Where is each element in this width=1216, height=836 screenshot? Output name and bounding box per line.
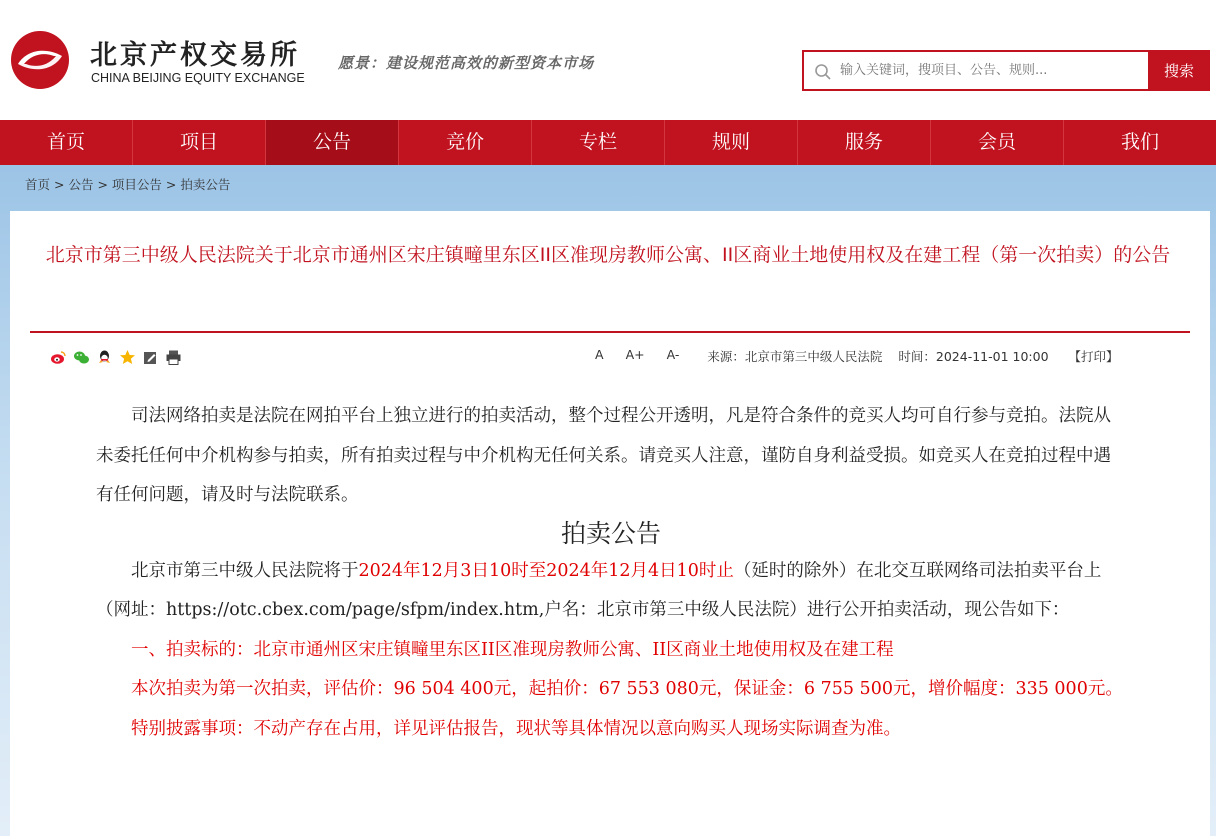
font-size-decrease[interactable]: A- [666,347,680,362]
search-input[interactable] [840,52,1146,89]
article-meta [595,347,1119,365]
article-time: 时间：2024-11-01 10:00 [898,349,1049,364]
paragraph-text: （延时的除外）在北交互联网络司法拍卖平台上（网址：https://otc.cbex.com/page/sfpm/index.htm,户名：北京市第三中级人民法院）进行公开拍卖活动，现公告如下： [96,560,1102,620]
main-nav [0,120,1216,165]
share-toolbar [50,349,182,366]
breadcrumb-separator: > [165,177,181,192]
breadcrumb-announcements[interactable]: 公告 [68,177,94,192]
slogan: 愿景：建设规范高效的新型资本市场 [338,54,595,72]
weibo-icon[interactable] [50,349,67,366]
breadcrumb-auction-announcements[interactable]: 拍卖公告 [180,177,231,192]
print-link[interactable]: 【打印】 [1068,349,1119,364]
font-size-increase[interactable]: A+ [625,347,645,362]
qq-icon[interactable] [96,349,113,366]
section-heading: 拍卖公告 [560,518,661,548]
announcement-paragraph [96,552,1126,631]
favorite-icon[interactable] [119,349,136,366]
nav-item-services[interactable]: 服务 [798,120,931,165]
font-size-normal[interactable]: A [595,347,604,362]
logo-chinese-name[interactable]: 北京产权交易所 [90,40,300,71]
auction-item-price: 本次拍卖为第一次拍卖，评估价：96 504 400元，起拍价：67 553 080元，保证金：6 755 500元，增价幅度：335 000元。 [131,679,1123,699]
nav-item-columns[interactable]: 专栏 [532,120,665,165]
site-header [0,0,1216,120]
disclaimer-paragraph: 司法网络拍卖是法院在网拍平台上独立进行的拍卖活动，整个过程公开透明，凡是符合条件的竞买人均可自行参与竞拍。法院从未委托任何中介机构参与拍卖，所有拍卖过程与中介机构无任何关系。请竞买人注意，谨防自身利益受损。如竞买人在竞拍过程中遇有任何问题，请及时与法院联系。 [96,406,1111,505]
auction-time-range: 2024年12月3日10时至2024年12月4日10时止 [358,560,734,581]
search-box [802,50,1210,91]
search-button[interactable]: 搜索 [1148,50,1210,91]
paragraph-text: 北京市第三中级人民法院将于 [131,560,359,581]
breadcrumb-project-announcements[interactable]: 项目公告 [111,177,162,192]
breadcrumb-home[interactable]: 首页 [25,177,51,192]
title-divider [30,331,1190,333]
nav-item-about[interactable]: 我们 [1120,131,1159,153]
nav-item-bidding[interactable]: 竞价 [399,120,532,165]
nav-item-members[interactable]: 会员 [931,120,1064,165]
cbex-logo-icon[interactable] [10,30,70,90]
article-title: 北京市第三中级人民法院关于北京市通州区宋庄镇疃里东区II区准现房教师公寓、II区商业土地使用权及在建工程（第一次拍卖）的公告 [45,244,1171,266]
nav-item-projects[interactable]: 项目 [133,120,266,165]
wechat-icon[interactable] [73,349,90,366]
nav-item-announcements[interactable]: 公告 [266,120,399,165]
print-icon[interactable] [165,349,182,366]
search-icon [814,63,832,81]
breadcrumb [25,175,230,193]
nav-item-rules[interactable]: 规则 [665,120,798,165]
logo-english-name[interactable]: CHINA BEIJING EQUITY EXCHANGE [91,71,305,85]
auction-item-disclosure: 特别披露事项：不动产存在占用，详见评估报告，现状等具体情况以意向购买人现场实际调查为准。 [131,718,901,739]
breadcrumb-separator: > [54,177,69,192]
article-body [96,397,1126,749]
article-source: 来源：北京市第三中级人民法院 [707,349,883,364]
nav-item-home[interactable]: 首页 [0,120,133,165]
auction-item-title: 一、拍卖标的：北京市通州区宋庄镇疃里东区II区准现房教师公寓、II区商业土地使用权及在建工程 [131,639,894,660]
edit-icon[interactable] [142,349,159,366]
breadcrumb-separator: > [97,177,112,192]
